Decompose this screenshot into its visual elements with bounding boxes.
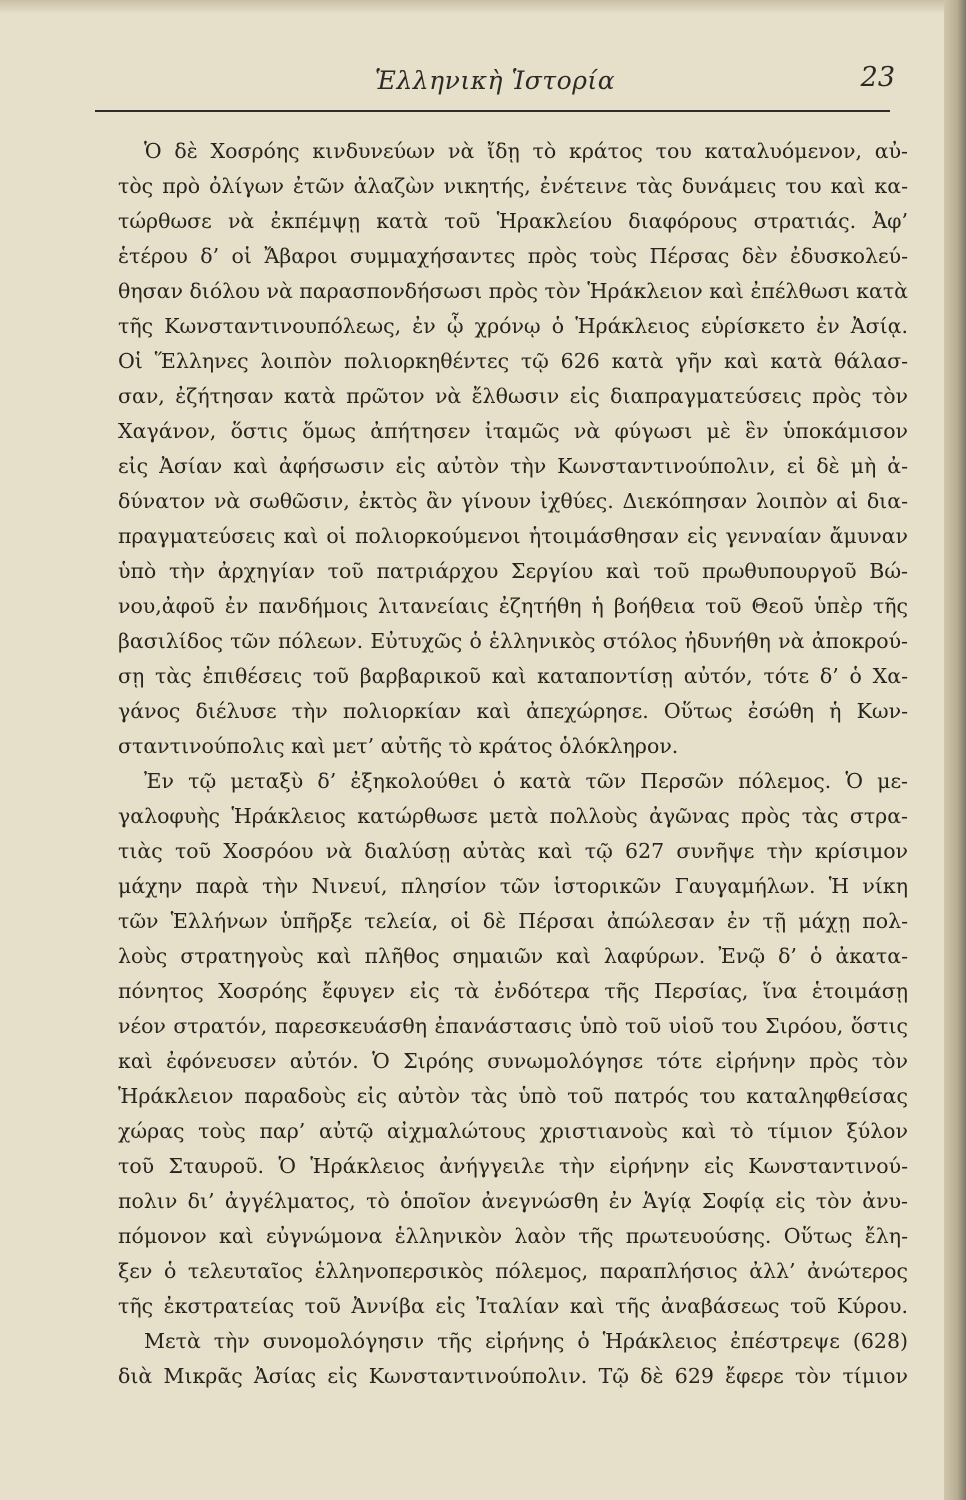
header-rule	[95, 110, 890, 112]
text-line: σαν, ἐζήτησαν κατὰ πρῶτον νὰ ἔλθωσιν εἰς διαπραγματεύσεις πρὸς τὸν	[118, 384, 908, 408]
text-line: πόνητος Χοσρόης ἔφυγεν εἰς τὰ ἐνδότερα τῆς Περσίας, ἵνα ἑτοιμάσῃ	[118, 979, 908, 1003]
body-text	[118, 134, 908, 1394]
text-line: νου,ἀφοῦ ἐν πανδήμοις λιτανείαις ἐζητήθη ἡ βοήθεια τοῦ Θεοῦ ὑπὲρ τῆς	[118, 594, 908, 618]
text-line: ἑτέρου δ’ οἱ Ἄβαροι συμμαχήσαντες πρὸς τοὺς Πέρσας δὲν ἐδυσκολεύ-	[118, 244, 908, 268]
text-line: πολιν δι’ ἀγγέλματος, τὸ ὁποῖον ἀνεγνώσθη ἐν Ἁγίᾳ Σοφίᾳ εἰς τὸν ἀνυ-	[118, 1189, 908, 1213]
text-line: γαλοφυὴς Ἡράκλειος κατώρθωσε μετὰ πολλοὺς ἀγῶνας πρὸς τὰς στρα-	[118, 804, 908, 828]
book-spine-shadow	[944, 0, 966, 1500]
text-line: πραγματεύσεις καὶ οἱ πολιορκούμενοι ἡτοιμάσθησαν εἰς γενναίαν ἄμυναν	[118, 524, 908, 548]
text-line: εἰς Ἀσίαν καὶ ἀφήσωσιν εἰς αὐτὸν τὴν Κωνσταντινούπολιν, εἰ δὲ μὴ ἀ-	[118, 454, 908, 478]
text-line: διὰ Μικρᾶς Ἀσίας εἰς Κωνσταντινούπολιν. Τῷ δὲ 629 ἔφερε τὸν τίμιον	[118, 1364, 908, 1388]
text-line: τῆς ἐκστρατείας τοῦ Ἀννίβα εἰς Ἰταλίαν καὶ τῆς ἀναβάσεως τοῦ Κύρου.	[118, 1294, 908, 1318]
text-line: γάνος διέλυσε τὴν πολιορκίαν καὶ ἀπεχώρησε. Οὕτως ἐσώθη ἡ Κων-	[118, 699, 908, 723]
text-line: καὶ ἐφόνευσεν αὐτόν. Ὁ Σιρόης συνωμολόγησε τότε εἰρήνην πρὸς τὸν	[118, 1049, 908, 1073]
text-line: λοὺς στρατηγοὺς καὶ πλῆθος σημαιῶν καὶ λαφύρων. Ἐνῷ δ’ ὁ ἀκατα-	[118, 944, 908, 968]
page-top-edge	[0, 0, 966, 14]
text-line: σταντινούπολις καὶ μετ’ αὐτῆς τὸ κράτος ὁλόκληρον.	[118, 734, 679, 758]
page-number: 23	[860, 62, 895, 93]
text-line: Οἱ Ἕλληνες λοιπὸν πολιορκηθέντες τῷ 626 κατὰ γῆν καὶ κατὰ θάλασ-	[118, 349, 908, 373]
page-header	[95, 62, 895, 106]
text-line: τῆς Κωνσταντινουπόλεως, ἐν ᾧ χρόνῳ ὁ Ἡράκλειος εὑρίσκετο ἐν Ἀσίᾳ.	[118, 314, 908, 338]
text-line: βασιλίδος τῶν πόλεων. Εὐτυχῶς ὁ ἑλληνικὸς στόλος ἠδυνήθη νὰ ἀποκρού-	[118, 629, 908, 653]
text-line: Ἡράκλειον παραδοὺς εἰς αὐτὸν τὰς ὑπὸ τοῦ πατρός του καταληφθείσας	[118, 1084, 908, 1108]
text-line: χώρας τοὺς παρ’ αὐτῷ αἰχμαλώτους χριστιανοὺς καὶ τὸ τίμιον ξύλον	[118, 1119, 908, 1143]
text-line: πόμονον καὶ εὐγνώμονα ἑλληνικὸν λαὸν τῆς πρωτευούσης. Οὕτως ἔλη-	[118, 1224, 908, 1248]
text-line: ξεν ὁ τελευταῖος ἑλληνοπερσικὸς πόλεμος, παραπλήσιος ἀλλ’ ἀνώτερος	[118, 1259, 908, 1283]
text-line: θησαν διόλου νὰ παρασπονδήσωσι πρὸς τὸν Ἡράκλειον καὶ ἐπέλθωσι κατὰ	[118, 279, 908, 303]
text-line: νέον στρατόν, παρεσκευάσθη ἐπανάστασις ὑπὸ τοῦ υἱοῦ του Σιρόου, ὅστις	[118, 1014, 908, 1038]
text-line: ὑπὸ τὴν ἀρχηγίαν τοῦ πατριάρχου Σεργίου καὶ τοῦ πρωθυπουργοῦ Βώ-	[118, 559, 908, 583]
text-line: τῶν Ἑλλήνων ὑπῆρξε τελεία, οἱ δὲ Πέρσαι ἀπώλεσαν ἐν τῇ μάχῃ πολ-	[118, 909, 908, 933]
text-line: τοῦ Σταυροῦ. Ὁ Ἡράκλειος ἀνήγγειλε τὴν εἰρήνην εἰς Κωνσταντινού-	[118, 1154, 908, 1178]
text-line: τιὰς τοῦ Χοσρόου νὰ διαλύσῃ αὐτὰς καὶ τῷ 627 συνῆψε τὴν κρίσιμον	[118, 839, 908, 863]
text-line: μάχην παρὰ τὴν Νινευί, πλησίον τῶν ἱστορικῶν Γαυγαμήλων. Ἡ νίκη	[118, 874, 908, 898]
text-line: τώρθωσε νὰ ἐκπέμψῃ κατὰ τοῦ Ἡρακλείου διαφόρους στρατιάς. Ἀφ’	[118, 209, 908, 233]
running-title: Ἑλληνικὴ Ἱστορία	[374, 66, 616, 95]
text-line: Μετὰ τὴν συνομολόγησιν τῆς εἰρήνης ὁ Ἡράκλειος ἐπέστρεψε (628)	[144, 1329, 908, 1353]
text-line: Ἐν τῷ μεταξὺ δ’ ἐξηκολούθει ὁ κατὰ τῶν Περσῶν πόλεμος. Ὁ με-	[144, 769, 908, 793]
text-line: Χαγάνον, ὅστις ὅμως ἀπήτησεν ἰταμῶς νὰ φύγωσι μὲ ἓν ὑποκάμισον	[118, 419, 908, 443]
text-line: δύνατον νὰ σωθῶσιν, ἐκτὸς ἂν γίνουν ἰχθύες. Διεκόπησαν λοιπὸν αἱ δια-	[118, 489, 908, 513]
text-line: σῃ τὰς ἐπιθέσεις τοῦ βαρβαρικοῦ καὶ καταποντίσῃ αὐτόν, τότε δ’ ὁ Χα-	[118, 664, 908, 688]
text-line: τὸς πρὸ ὀλίγων ἐτῶν ἀλαζὼν νικητής, ἐνέτεινε τὰς δυνάμεις του καὶ κα-	[118, 174, 908, 198]
text-line: Ὁ δὲ Χοσρόης κινδυνεύων νὰ ἴδῃ τὸ κράτος του καταλυόμενον, αὐ-	[144, 139, 908, 163]
